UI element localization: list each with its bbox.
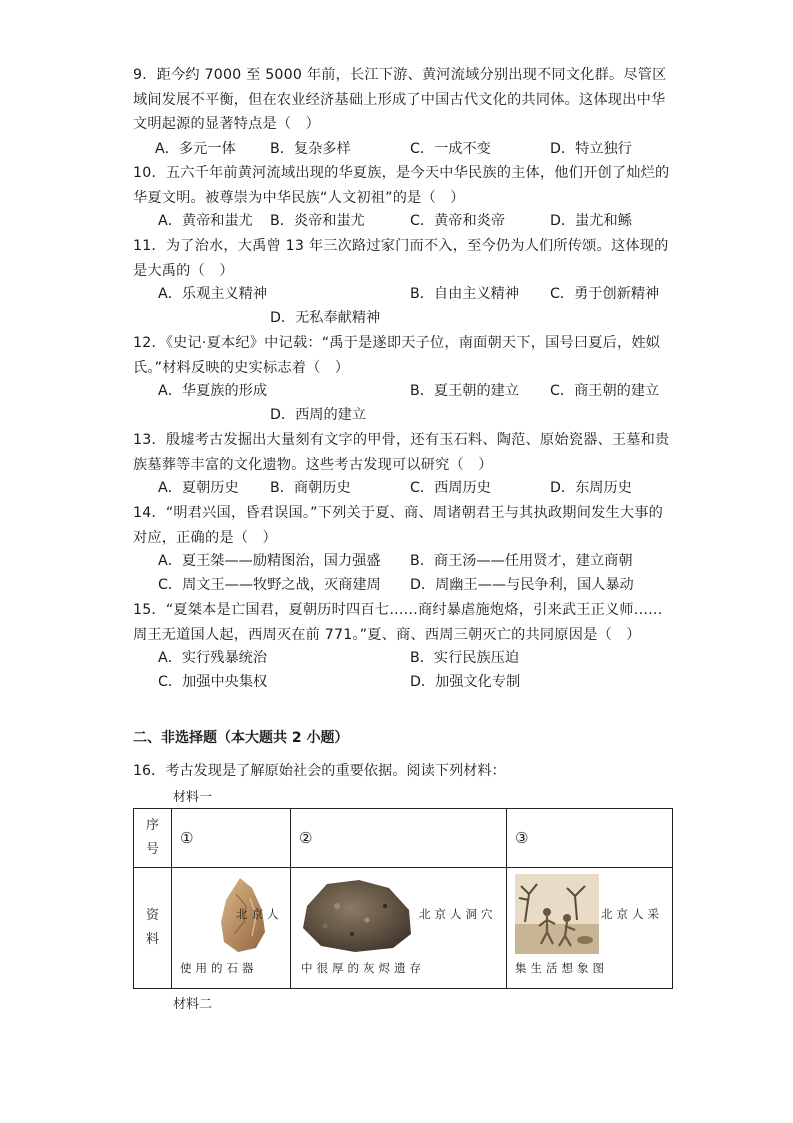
question-13-option-d[interactable]: D．东周历史 — [550, 480, 632, 496]
question-15-text: 15．“夏桀本是亡国君，夏朝历时四百七……商纣暴虐施炮烙，引来武王正义师……周王无道国人起，西周灭在前 771。”夏、商、西周三朝灭亡的共同原因是（ ） — [133, 602, 663, 643]
table-head-label: 序号 — [145, 818, 159, 857]
question-15-option-c[interactable]: C．加强中央集权 — [158, 674, 268, 690]
question-15-option-d[interactable]: D．加强文化专制 — [410, 674, 521, 690]
caption-1b: 使用的石器 — [180, 961, 258, 975]
table-head-label-cell — [134, 809, 172, 868]
question-12-option-c[interactable]: C．商王朝的建立 — [550, 383, 660, 399]
table-cell-stone-tool — [172, 868, 291, 989]
question-10-option-a[interactable]: A．黄帝和蚩尤 — [158, 213, 253, 229]
question-15-option-b[interactable]: B．实行民族压迫 — [410, 650, 520, 666]
question-12-text: 12．《史记·夏本纪》中记载：“禹于是遂即天子位，南面朝天下，国号曰夏后，姓姒氏。”材料反映的史实标志着（ ） — [133, 335, 661, 376]
question-13-option-a[interactable]: A．夏朝历史 — [158, 480, 239, 496]
question-14-option-a[interactable]: A．夏王桀——励精图治，国力强盛 — [158, 553, 381, 569]
question-9-option-c[interactable]: C．一成不变 — [410, 141, 491, 157]
question-12-option-d[interactable]: D．西周的建立 — [270, 407, 367, 423]
gathering-life-image — [515, 874, 599, 954]
table-body-label: 资料 — [145, 908, 159, 947]
table-col-3-num: ③ — [507, 809, 673, 868]
question-14-option-c[interactable]: C．周文王——牧野之战，灭商建周 — [158, 577, 381, 593]
caption-2a: 北京人洞穴 — [419, 907, 497, 921]
table-col-2-num: ② — [291, 809, 507, 868]
table-row-body — [134, 868, 673, 989]
question-9-option-b[interactable]: B．复杂多样 — [270, 141, 351, 157]
question-11-text: 11．为了治水，大禹曾 13 年三次路过家门而不入，至今仍为人们所传颂。这体现的是大禹的（ ） — [133, 238, 669, 279]
question-15-option-a[interactable]: A．实行残暴统治 — [158, 650, 268, 666]
caption-3b: 集生活想象图 — [515, 961, 608, 975]
question-10-option-b[interactable]: B．炎帝和蚩尤 — [270, 213, 365, 229]
material-2-label: 材料二 — [173, 997, 213, 1012]
ash-deposit-image — [297, 876, 415, 954]
question-14-text: 14．“明君兴国，昏君误国。”下列关于夏、商、周诸朝君王与其执政期间发生大事的对应，正确的是（ ） — [133, 505, 664, 546]
table-cell-life-illustration — [507, 868, 673, 989]
question-11-option-a[interactable]: A．乐观主义精神 — [158, 286, 268, 302]
caption-3a: 北京人采 — [601, 907, 663, 921]
question-11-option-c[interactable]: C．勇于创新精神 — [550, 286, 660, 302]
question-14-option-d[interactable]: D．周幽王——与民争利，国人暴动 — [410, 577, 634, 593]
section-2-title: 二、非选择题（本大题共 2 小题） — [133, 730, 349, 746]
question-9-option-a[interactable]: A．多元一体 — [155, 141, 236, 157]
material-1-label: 材料一 — [173, 790, 213, 805]
question-12-option-a[interactable]: A．华夏族的形成 — [158, 383, 268, 399]
question-11-option-b[interactable]: B．自由主义精神 — [410, 286, 520, 302]
question-9-option-d[interactable]: D．特立独行 — [550, 141, 632, 157]
question-13-option-b[interactable]: B．商朝历史 — [270, 480, 351, 496]
table-col-1-num: ① — [172, 809, 291, 868]
question-10-text: 10．五六千年前黄河流域出现的华夏族，是今天中华民族的主体，他们开创了灿烂的华夏文明。被尊崇为中华民族“人文初祖”的是（ ） — [133, 165, 670, 206]
material-table — [133, 808, 673, 989]
question-10-option-d[interactable]: D．蚩尤和鲧 — [550, 213, 632, 229]
question-10-option-c[interactable]: C．黄帝和炎帝 — [410, 213, 506, 229]
question-13-text: 13．殷墟考古发掘出大量刻有文字的甲骨，还有玉石料、陶范、原始瓷器、王墓和贵族墓葬等丰富的文化遗物。这些考古发现可以研究（ ） — [133, 432, 670, 473]
question-11-option-d[interactable]: D．无私奉献精神 — [270, 310, 381, 326]
table-cell-ash-deposit — [291, 868, 507, 989]
question-12-option-b[interactable]: B．夏王朝的建立 — [410, 383, 520, 399]
caption-2b: 中很厚的灰烬遗存 — [301, 961, 425, 975]
table-body-label-cell — [134, 868, 172, 989]
question-16-intro: 16．考古发现是了解原始社会的重要依据。阅读下列材料： — [133, 763, 506, 779]
question-13-option-c[interactable]: C．西周历史 — [410, 480, 491, 496]
table-row-head — [134, 809, 673, 868]
question-9-text: 9．距今约 7000 至 5000 年前，长江下游、黄河流域分别出现不同文化群。尽管区域间发展不平衡，但在农业经济基础上形成了中国古代文化的共同体。这体现出中华文明起源的显著特点是（ ） — [133, 67, 667, 132]
caption-1a: 北京人 — [236, 907, 283, 921]
question-14-option-b[interactable]: B．商王汤——任用贤才，建立商朝 — [410, 553, 633, 569]
